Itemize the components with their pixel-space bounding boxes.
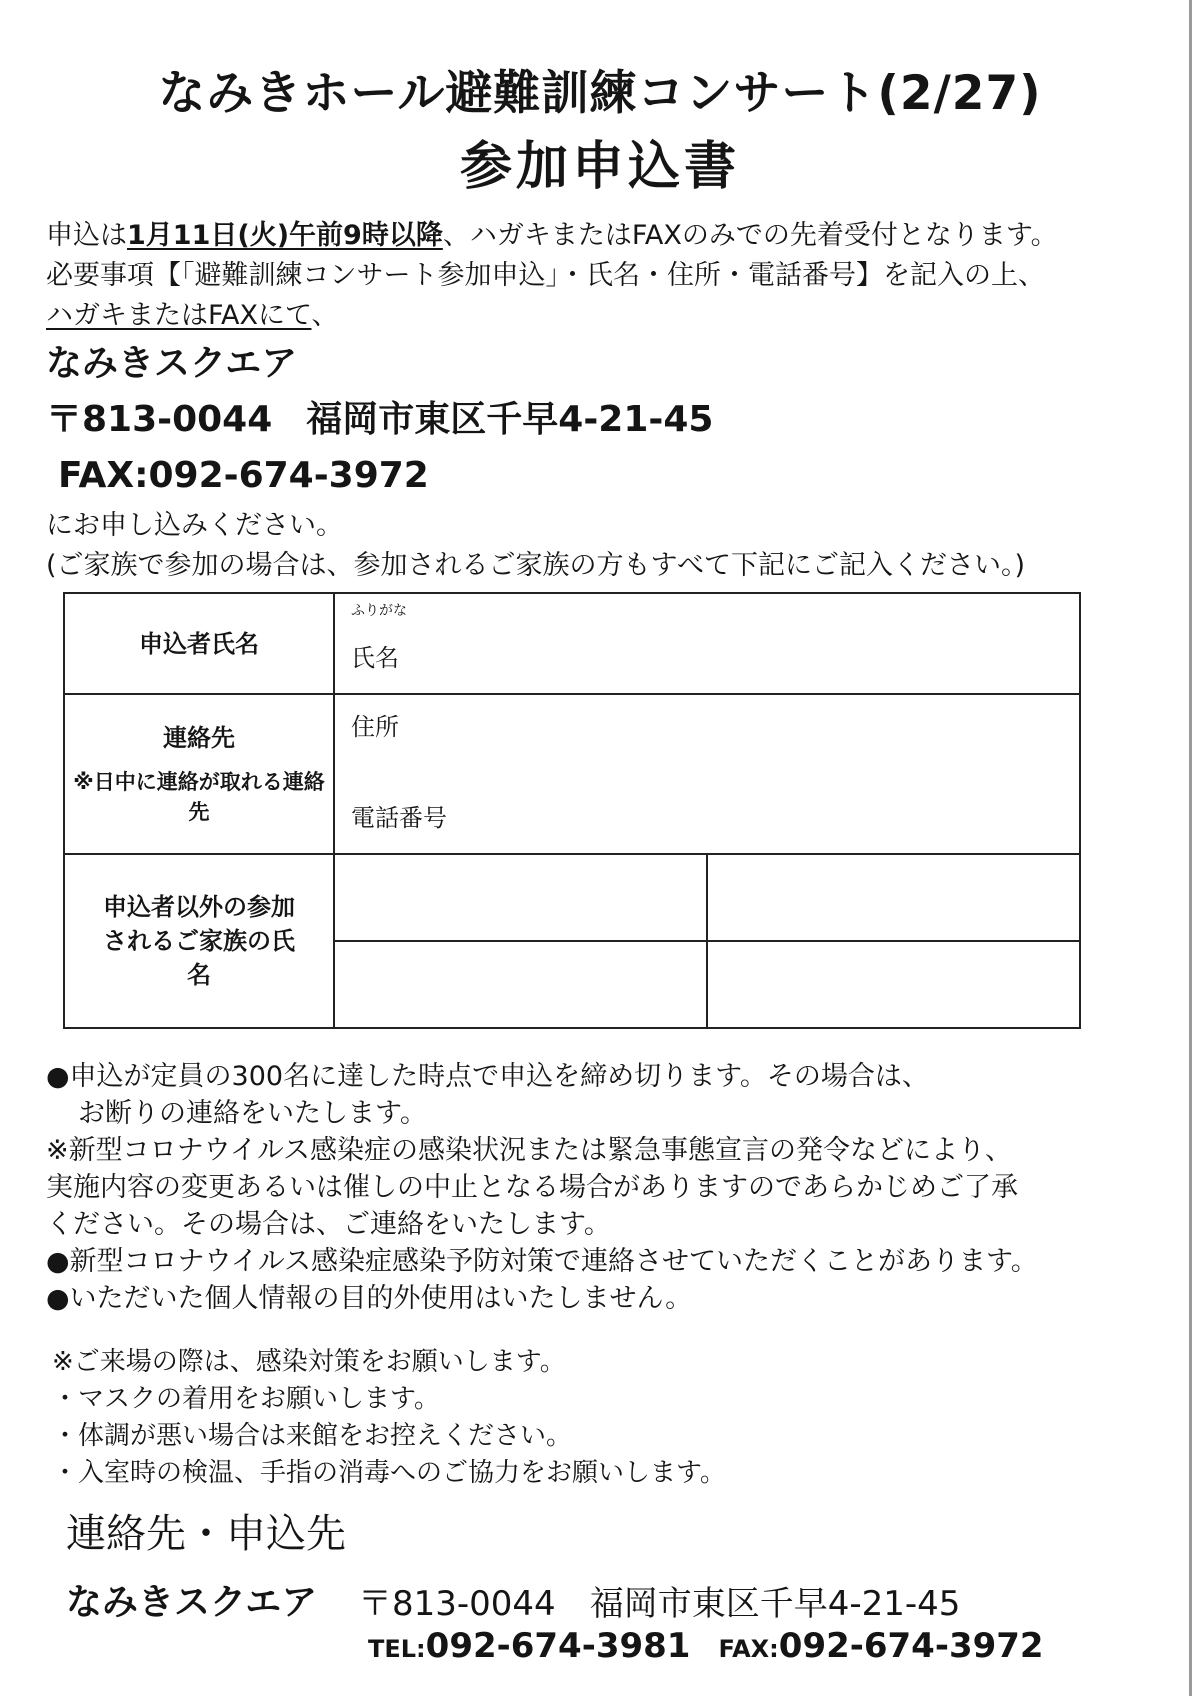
- contact-address: 〒813-0044 福岡市東区千早4-21-45: [358, 1584, 961, 1624]
- contact-phone-row: [368, 1626, 1044, 1666]
- note-2b: 実施内容の変更あるいは催しの中止となる場合がありますのであらかじめご了承: [46, 1172, 1018, 1203]
- contact-label: 連絡先: [163, 724, 235, 752]
- contact-sub-label: ※日中に連絡が取れる連絡先: [73, 770, 325, 824]
- contact-org-row: [66, 1574, 961, 1625]
- note-4: ●いただいた個人情報の目的外使用はいたしません。: [46, 1283, 693, 1314]
- family-label: 申込者以外の参加されるご家族の氏名: [64, 854, 334, 1028]
- dest-address: 〒813-0044 福岡市東区千早4-21-45: [46, 399, 714, 440]
- contact-field[interactable]: [334, 694, 1080, 854]
- name-label: 氏名: [351, 644, 399, 672]
- dest-org: なみきスクエア: [46, 343, 298, 384]
- contact-label-cell: [64, 694, 334, 854]
- family-name-field-3[interactable]: [334, 941, 707, 1028]
- note-3: ●新型コロナウイルス感染症感染予防対策で連絡させていただくことがあります。: [46, 1246, 1038, 1277]
- note-1a: ●申込が定員の300名に達した時点で申込を締め切ります。その場合は、: [46, 1061, 929, 1092]
- care-1: ・マスクの着用をお願いします。: [52, 1384, 440, 1414]
- after-line-2: (ご家族で参加の場合は、参加されるご家族の方もすべて下記にご記入ください。): [46, 550, 1026, 581]
- intro-line-2: 必要事項【「避難訓練コンサート参加申込」・氏名・住所・電話番号】を記入の上、: [46, 260, 1045, 291]
- start-date: 1月11日(火)午前9時以降: [127, 220, 443, 251]
- family-name-field-2[interactable]: [707, 854, 1080, 941]
- care-0: ※ご来場の際は、感染対策をお願いします。: [52, 1347, 566, 1377]
- page-subtitle: 参加申込書: [459, 137, 740, 197]
- note-1b: お断りの連絡をいたします。: [78, 1098, 427, 1129]
- page-title: なみきホール避難訓練コンサート(2/27): [158, 66, 1042, 121]
- fax-number: 092-674-3972: [778, 1626, 1044, 1666]
- care-3: ・入室時の検温、手指の消毒へのご協力をお願いします。: [52, 1458, 726, 1488]
- intro-line-1: 申込は1月11日(火)午前9時以降、ハガキまたはFAXのみでの先着受付となります。: [46, 220, 1058, 251]
- contact-org: なみきスクエア: [66, 1582, 318, 1623]
- fax-label: FAX:: [718, 1635, 779, 1663]
- tel-number: 092-674-3981: [425, 1626, 691, 1666]
- after-line-1: にお申し込みください。: [46, 510, 343, 541]
- infection-care-section: [52, 1344, 726, 1492]
- note-2a: ※新型コロナウイルス感染症の感染状況または緊急事態宣言の発令などにより、: [46, 1135, 1013, 1166]
- family-name-field-1[interactable]: [334, 854, 707, 941]
- dest-fax: FAX:092-674-3972: [58, 455, 429, 496]
- contact-heading: 連絡先・申込先: [66, 1511, 346, 1557]
- care-2: ・体調が悪い場合は来館をお控えください。: [52, 1421, 573, 1451]
- address-label: 住所: [351, 713, 399, 741]
- furigana-label: ふりがな: [351, 603, 407, 619]
- notes-section: [46, 1058, 1186, 1317]
- family-name-field-4[interactable]: [707, 941, 1080, 1028]
- note-2c: ください。その場合は、ご連絡をいたします。: [46, 1209, 611, 1240]
- applicant-name-field[interactable]: [334, 593, 1080, 694]
- application-form-table: [63, 592, 1081, 1029]
- tel-label: TEL:: [368, 1635, 426, 1663]
- intro-line-3: ハガキまたはFAXにて、: [46, 300, 339, 331]
- phone-label: 電話番号: [351, 804, 447, 832]
- intro-section: [46, 216, 1166, 586]
- page-edge-line: [1189, 0, 1192, 1696]
- contact-section: [66, 1510, 1166, 1666]
- applicant-label: 申込者氏名: [64, 593, 334, 694]
